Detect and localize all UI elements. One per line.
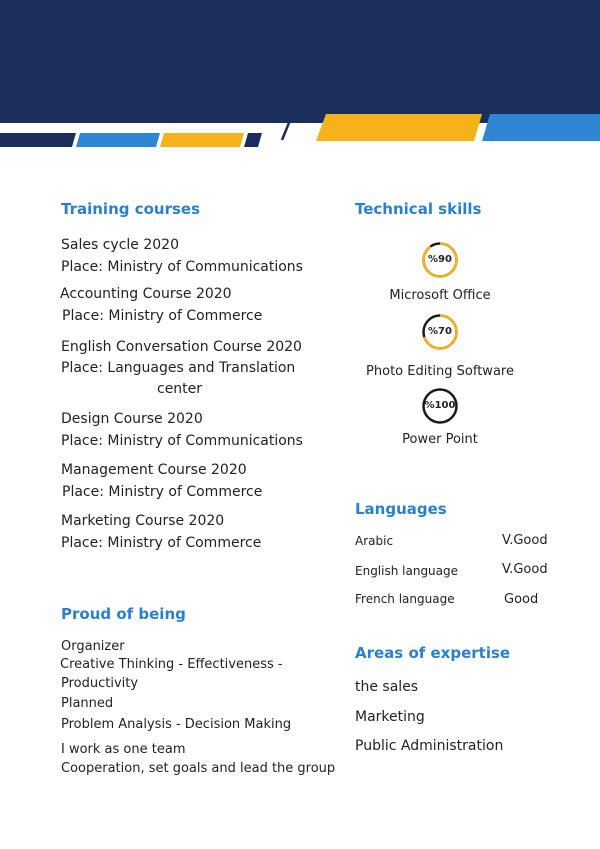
skill-name: Photo Editing Software xyxy=(366,364,514,379)
course-name: Design Course 2020 xyxy=(61,411,203,427)
skill-name: Power Point xyxy=(402,432,478,447)
proud-item: Creative Thinking - Effectiveness - xyxy=(60,657,283,672)
course-name: Management Course 2020 xyxy=(61,462,247,478)
proud-item: Productivity xyxy=(61,676,139,691)
header-stripes xyxy=(0,100,600,150)
stripe-yellow-right xyxy=(316,114,482,141)
proud-item: Cooperation, set goals and lead the group xyxy=(61,761,336,776)
proud-item: Planned xyxy=(61,696,114,711)
course-place-continued: center xyxy=(157,381,203,397)
language-name: Arabic xyxy=(355,534,394,548)
technical-heading: Technical skills xyxy=(355,200,482,218)
stripe-blue-left xyxy=(76,133,160,147)
expertise-heading: Areas of expertise xyxy=(355,644,511,662)
stripe-navy-left xyxy=(0,133,76,147)
stripe-yellow-left xyxy=(160,133,244,147)
course-place: Place: Languages and Translation xyxy=(61,360,296,376)
course-place: Place: Ministry of Communications xyxy=(61,259,303,275)
course-name: Sales cycle 2020 xyxy=(61,237,179,253)
language-name: English language xyxy=(355,564,459,578)
course-place: Place: Ministry of Commerce xyxy=(61,535,262,551)
languages-heading: Languages xyxy=(355,500,447,518)
language-level: V.Good xyxy=(502,533,548,548)
stripe-blue-right xyxy=(482,114,600,141)
proud-heading: Proud of being xyxy=(61,605,186,623)
course-name: Marketing Course 2020 xyxy=(61,513,225,529)
expertise-item: the sales xyxy=(355,679,419,695)
training-heading: Training courses xyxy=(61,200,201,218)
expertise-item: Marketing xyxy=(355,709,425,725)
skill-percent: %90 xyxy=(428,254,452,265)
course-place: Place: Ministry of Commerce xyxy=(62,484,263,500)
proud-item: Problem Analysis - Decision Making xyxy=(61,717,292,732)
skill-percent: %100 xyxy=(424,400,456,411)
proud-item: I work as one team xyxy=(61,742,186,757)
expertise-item: Public Administration xyxy=(355,738,504,754)
language-name: French language xyxy=(355,592,455,606)
language-level: V.Good xyxy=(502,562,548,577)
language-level: Good xyxy=(504,592,539,607)
proud-item: Organizer xyxy=(61,639,125,654)
course-place: Place: Ministry of Commerce xyxy=(62,308,263,324)
course-name: Accounting Course 2020 xyxy=(60,286,232,302)
course-name: English Conversation Course 2020 xyxy=(61,339,302,355)
skill-name: Microsoft Office xyxy=(389,288,491,303)
skill-percent: %70 xyxy=(428,326,452,337)
stripe-navy-mid xyxy=(244,133,262,147)
course-place: Place: Ministry of Communications xyxy=(61,433,303,449)
